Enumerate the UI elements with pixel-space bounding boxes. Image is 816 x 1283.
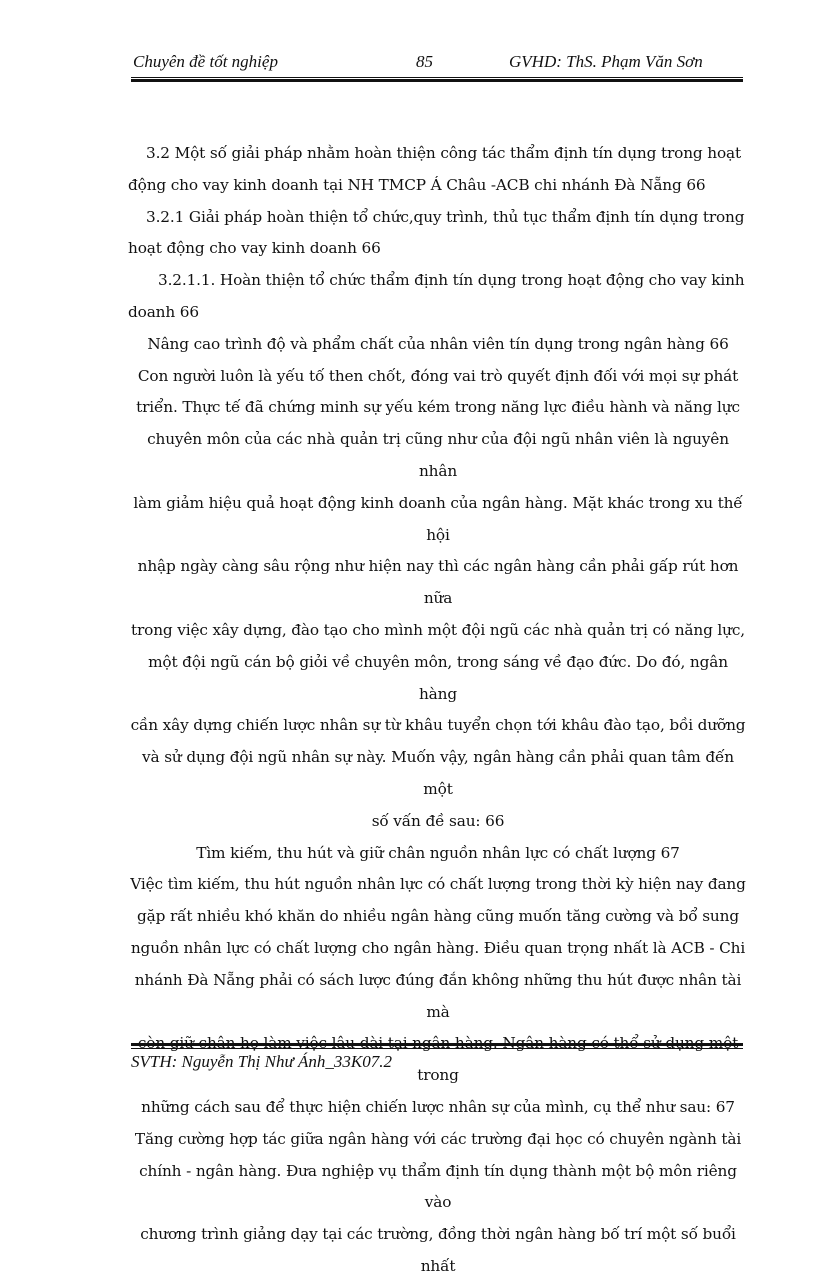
toc-entry-subheading: 3.2.1 Giải pháp hoàn thiện tổ chức,quy trình, thủ tục thẩm định tín dụng trong: [146, 207, 745, 226]
toc-entry-title: Nâng cao trình độ và phẩm chất của nhân viên tín dụng trong ngân hàng 66: [147, 334, 729, 353]
header-rule-thick: [131, 79, 743, 82]
paragraph-line: gặp rất nhiều khó khăn do nhiều ngân hàng cũng muốn tăng cường và bổ sung: [137, 907, 739, 926]
header-rule: [131, 77, 743, 78]
header-page-number: 85: [416, 52, 433, 71]
paragraph-line: và sử dụng đội ngũ nhân sự này. Muốn vậy, ngân hàng cần phải quan tâm đến một: [142, 748, 734, 798]
toc-entry-section: 3.2.1.1. Hoàn thiện tổ chức thẩm định tín dụng trong hoạt động cho vay kinh: [158, 271, 745, 290]
page-header: [131, 50, 743, 76]
paragraph-line: làm giảm hiệu quả hoạt động kinh doanh của ngân hàng. Mặt khác trong xu thế hội: [133, 493, 743, 544]
page-footer: SVTH: Nguyễn Thị Như Ánh_33K07.2: [131, 1052, 392, 1071]
paragraph-line: nguồn nhân lực có chất lượng cho ngân hàng. Điều quan trọng nhất là ACB - Chi: [130, 938, 746, 957]
paragraph-line: Việc tìm kiếm, thu hút nguồn nhân lực có chất lượng trong thời kỳ hiện nay đang: [130, 875, 746, 894]
document-body: [128, 138, 748, 1283]
paragraph-line: những cách sau để thực hiện chiến lược nhân sự của mình, cụ thể như sau: 67: [141, 1097, 735, 1116]
toc-entry-section-cont: doanh 66: [128, 302, 199, 321]
toc-entry-heading-cont: động cho vay kinh doanh tại NH TMCP Á Châu -ACB chi nhánh Đà Nẵng 66: [128, 175, 706, 194]
toc-entry-heading: 3.2 Một số giải pháp nhằm hoàn thiện công tác thẩm định tín dụng trong hoạt: [146, 144, 741, 162]
footer-rule: [131, 1048, 743, 1049]
paragraph-line: cần xây dựng chiến lược nhân sự từ khâu tuyển chọn tới khâu đào tạo, bồi dưỡng: [130, 716, 746, 735]
header-document-type: Chuyên đề tốt nghiệp: [133, 52, 278, 71]
footer-rule-thick: [131, 1043, 743, 1046]
header-advisor: GVHD: ThS. Phạm Văn Sơn: [509, 52, 703, 71]
paragraph-line: Tăng cường hợp tác giữa ngân hàng với các trường đại học có chuyên ngành tài: [134, 1129, 742, 1148]
paragraph-line: chương trình giảng dạy tại các trường, đồng thời ngân hàng bố trí một số buổi nhất: [140, 1225, 736, 1275]
paragraph-line: trong việc xây dựng, đào tạo cho mình một đội ngũ các nhà quản trị có năng lực,: [130, 620, 745, 639]
paragraph-line: nhánh Đà Nẵng phải có sách lược đúng đắn không những thu hút được nhân tài mà: [134, 970, 742, 1021]
paragraph-line: chuyên môn của các nhà quản trị cũng như của đội ngũ nhân viên là nguyên nhân: [147, 430, 729, 480]
paragraph-line: số vấn đề sau: 66: [371, 811, 505, 830]
paragraph-line: chính - ngân hàng. Đưa nghiệp vụ thẩm định tín dụng thành một bộ môn riêng vào: [139, 1161, 737, 1212]
paragraph-line: triển. Thực tế đã chứng minh sự yếu kém trong năng lực điều hành và năng lực: [136, 398, 740, 417]
toc-entry-title: Tìm kiếm, thu hút và giữ chân nguồn nhân lực có chất lượng 67: [196, 843, 680, 862]
paragraph-line: trong: [417, 1066, 459, 1085]
paragraph-line: một đội ngũ cán bộ giỏi về chuyên môn, trong sáng về đạo đức. Do đó, ngân hàng: [148, 652, 728, 703]
paragraph-line: Con người luôn là yếu tố then chốt, đóng vai trò quyết định đối với mọi sự phát: [137, 366, 739, 385]
paragraph-line: nhập ngày càng sâu rộng như hiện nay thì các ngân hàng cần phải gấp rút hơn nữa: [137, 557, 739, 608]
toc-entry-subheading-cont: hoạt động cho vay kinh doanh 66: [128, 239, 381, 258]
